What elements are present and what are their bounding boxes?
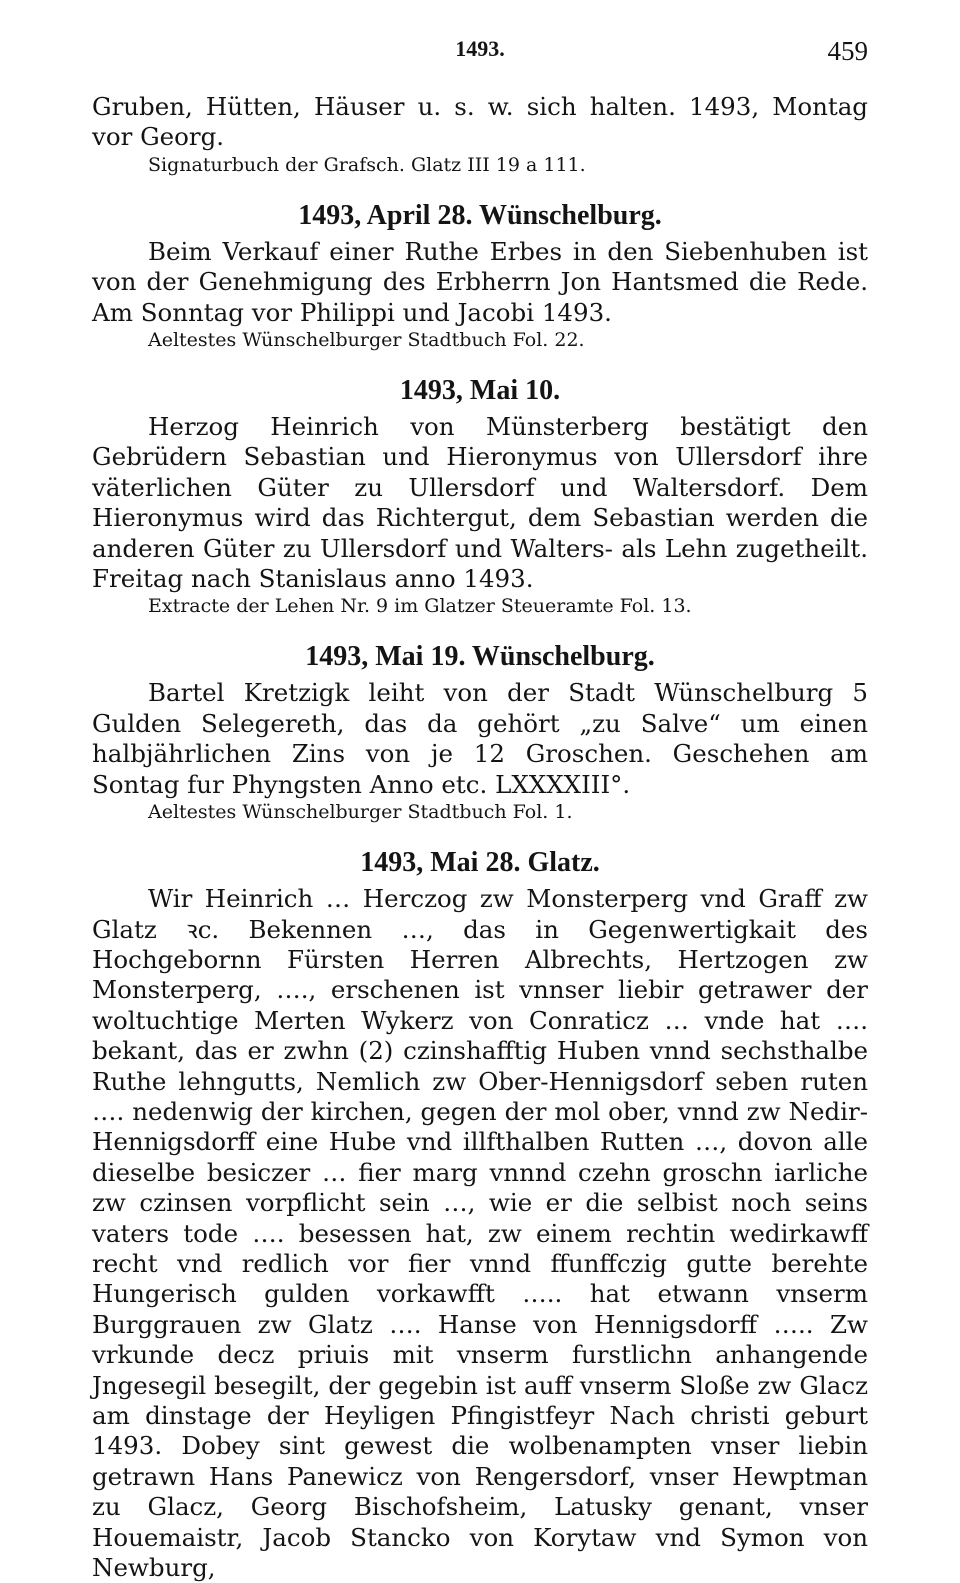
page-number: 459 bbox=[827, 36, 868, 66]
entry-heading: 1493, April 28. Wünschelburg. bbox=[298, 199, 662, 231]
entry-heading: 1493, Mai 28. Glatz. bbox=[360, 847, 600, 879]
entry-text: Bartel Kretzigk leiht von der Stadt Wünschelburg 5 Gulden Selegereth, das da gehört „zu Salve“ um einen halbjährlichen Zins von je 12 Groschen. Geschehen am Sontag fur Phyngsten Anno etc. LXXXXIII°. bbox=[92, 678, 868, 799]
entry-heading: 1493, Mai 10. bbox=[399, 375, 561, 407]
entry-text: Herzog Heinrich von Münsterberg bestätigt den Gebrüdern Sebastian und Hieronymus von Ullersdorf ihre väterlichen Güter zu Ullersdorf und Waltersdorf. Dem Hieronymus wird das Richtergut, dem Sebastian werden die anderen Güter zu Ullersdorf und Walters- als Lehn zugetheilt. Freitag nach Stanislaus anno 1493. bbox=[92, 412, 868, 594]
source-citation: Signaturbuch der Grafsch. Glatz III 19 a 111. bbox=[148, 153, 586, 176]
page-body bbox=[92, 92, 868, 1583]
source-citation: Aeltestes Wünschelburger Stadtbuch Fol. 1. bbox=[148, 801, 573, 824]
entry-text: Gruben, Hütten, Häuser u. s. w. sich halten. 1493, Montag vor Georg. bbox=[92, 92, 868, 152]
entry-text: Beim Verkauf einer Ruthe Erbes in den Siebenhuben ist von der Genehmigung des Erbherrn Jon Hantsmed die Rede. Am Sonntag vor Philippi und Jacobi 1493. bbox=[92, 236, 868, 327]
running-head: 1493. bbox=[455, 36, 505, 61]
entry-heading: 1493, Mai 19. Wünschelburg. bbox=[305, 641, 655, 673]
entry-text: Wir Heinrich … Herczog zw Monsterperg vnd Graff zw Glatz ꝛc. Bekennen …, das in Gegenwertigkait des Hochgebornn Fürsten Herren Albrechts, Hertzogen zw Monsterperg, …., erschenen ist vnnser liebir getrawer der woltuchtige Merten Wykerz von Conraticz … vnde hat …. bekant, das er zwhn (2) czinshafftig Huben vnnd sechsthalbe Ruthe lehngutts, Nemlich zw Ober-Hennigsdorf seben ruten …. nedenwig der kirchen, gegen der mol ober, vnnd zw Nedir-Hennigsdorff eine Hube vnd illfthalben Rutten …, dovon alle dieselbe besiczer … fier marg vnnnd czehn groschn iarliche zw czinsen vorpflicht sein …, wie er die selbist noch seins vaters tode …. besessen hat, zw einem rechtin wedirkawff recht vnd redlich vor fier vnnd ffunffczig gutte berehte Hungerisch gulden vorkawfft ….. hat etwann vnserm Burggrauen zw Glatz …. Hanse von Hennigsdorff ….. Zw vrkunde decz priuis mit vnserm furstlichn anhangende Jngesegil besegilt, der gegebin ist auff vnserm Sloße zw Glacz am dinstage der Heyligen Pfingistfeyr Nach christi geburt 1493. Dobey sint gewest die wolbenampten vnser liebin getrawn Hans Panewicz von Rengersdorf, vnser Hewptman zu Glacz, Georg Bischofsheim, Latusky genant, vnser Houemaistr, Jacob Stancko von Korytaw vnd Symon von Newburg, bbox=[92, 884, 868, 1583]
source-citation: Aeltestes Wünschelburger Stadtbuch Fol. 22. bbox=[148, 329, 585, 352]
page-header bbox=[92, 36, 868, 72]
source-citation: Extracte der Lehen Nr. 9 im Glatzer Steueramte Fol. 13. bbox=[148, 595, 692, 618]
